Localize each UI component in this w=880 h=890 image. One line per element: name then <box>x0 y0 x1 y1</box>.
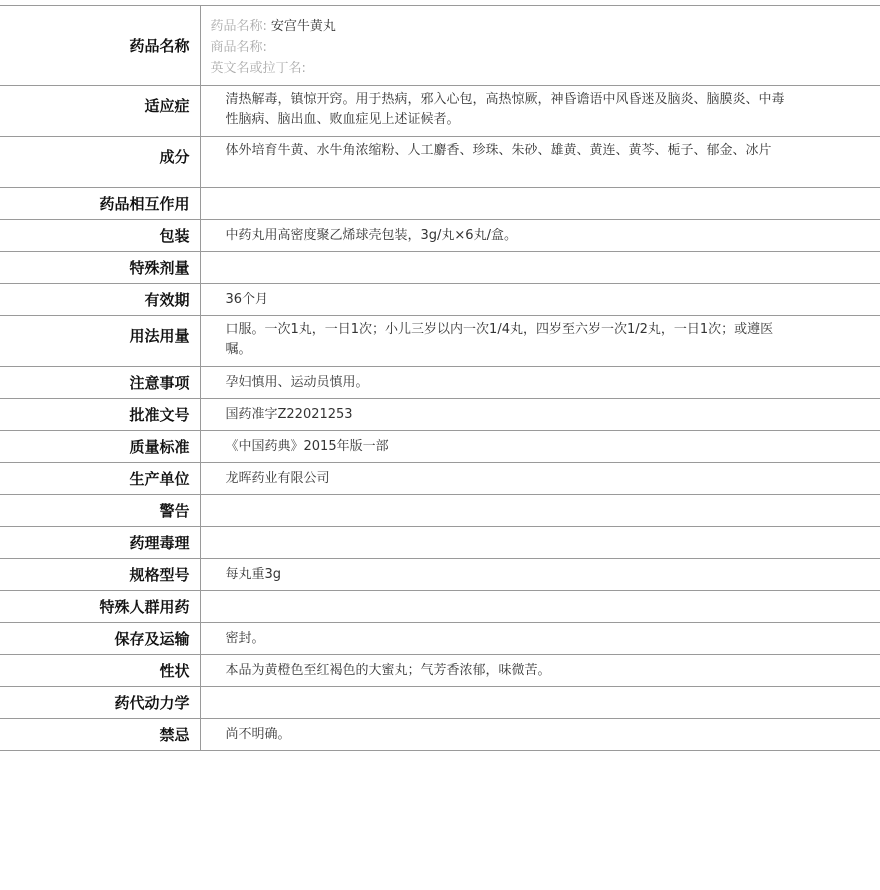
row-packaging <box>0 220 880 252</box>
row-value-shelf-life: 36个月 <box>225 292 269 307</box>
row-value-ingredients: 体外培育牛黄、水牛角浓缩粉、人工麝香、珍珠、朱砂、雄黄、黄连、黄芩、栀子、郁金、冰片 <box>225 143 772 158</box>
row-value-approval-number: 国药准字Z22021253 <box>225 407 353 422</box>
row-label-special-dosage: 特殊剂量 <box>0 252 200 284</box>
row-label-usage-dosage: 用法用量 <box>0 316 200 367</box>
row-value-quality-standard: 《中国药典》2015年版一部 <box>225 439 389 454</box>
row-value-storage: 密封。 <box>225 631 265 646</box>
row-label-specification: 规格型号 <box>0 559 200 591</box>
english-name-label: 英文名或拉丁名: <box>210 61 306 76</box>
row-value-usage-dosage: 口服。一次1丸，一日1次；小儿三岁以内一次1/4丸，四岁至六岁一次1/2丸，一日1次；或遵医嘱。 <box>225 322 774 357</box>
row-value-pharmacokinetics <box>200 687 880 719</box>
row-label-special-population: 特殊人群用药 <box>0 591 200 623</box>
row-value-special-population <box>200 591 880 623</box>
row-value-manufacturer: 龙晖药业有限公司 <box>225 471 330 486</box>
drug-name-line <box>211 16 786 37</box>
drug-name-value: 安宫牛黄丸 <box>270 19 336 34</box>
drug-name-label: 药品名称: <box>210 19 267 34</box>
row-value-interactions <box>200 188 880 220</box>
trade-name-label: 商品名称: <box>210 40 267 55</box>
row-contraindications <box>0 719 880 751</box>
row-label-interactions: 药品相互作用 <box>0 188 200 220</box>
drug-info-table <box>0 5 880 751</box>
row-interactions <box>0 188 880 220</box>
row-properties <box>0 655 880 687</box>
row-quality-standard <box>0 431 880 463</box>
row-shelf-life <box>0 284 880 316</box>
row-pharmacology <box>0 527 880 559</box>
row-drug-names <box>0 6 880 86</box>
row-approval-number <box>0 399 880 431</box>
row-pharmacokinetics <box>0 687 880 719</box>
row-label-indications: 适应症 <box>0 86 200 137</box>
row-label-ingredients: 成分 <box>0 137 200 188</box>
row-value-indications: 清热解毒，镇惊开窍。用于热病，邪入心包，高热惊厥，神昏谵语中风昏迷及脑炎、脑膜炎、中毒性脑病、脑出血、败血症见上述证候者。 <box>225 92 785 127</box>
row-value-pharmacology <box>200 527 880 559</box>
row-label-storage: 保存及运输 <box>0 623 200 655</box>
row-label-warning: 警告 <box>0 495 200 527</box>
row-manufacturer <box>0 463 880 495</box>
row-label-contraindications: 禁忌 <box>0 719 200 751</box>
row-warning <box>0 495 880 527</box>
row-label-pharmacology: 药理毒理 <box>0 527 200 559</box>
row-value-precautions: 孕妇慎用、运动员慎用。 <box>225 375 369 390</box>
row-value-properties: 本品为黄橙色至红褐色的大蜜丸；气芳香浓郁，味微苦。 <box>225 663 551 678</box>
row-label-shelf-life: 有效期 <box>0 284 200 316</box>
english-name-line <box>211 58 786 79</box>
row-value-special-dosage <box>200 252 880 284</box>
row-special-population <box>0 591 880 623</box>
trade-name-line <box>211 37 786 58</box>
row-label-pharmacokinetics: 药代动力学 <box>0 687 200 719</box>
row-indications <box>0 86 880 137</box>
row-precautions <box>0 367 880 399</box>
row-storage <box>0 623 880 655</box>
row-usage-dosage <box>0 316 880 367</box>
row-label-approval-number: 批准文号 <box>0 399 200 431</box>
row-special-dosage <box>0 252 880 284</box>
row-label-manufacturer: 生产单位 <box>0 463 200 495</box>
row-label-quality-standard: 质量标准 <box>0 431 200 463</box>
row-value-packaging: 中药丸用高密度聚乙烯球壳包装，3g/丸×6丸/盒。 <box>225 228 517 243</box>
row-label-properties: 性状 <box>0 655 200 687</box>
row-value-specification: 每丸重3g <box>225 567 282 582</box>
row-label-drug-names: 药品名称 <box>0 6 200 86</box>
row-specification <box>0 559 880 591</box>
row-ingredients <box>0 137 880 188</box>
row-label-packaging: 包装 <box>0 220 200 252</box>
drug-names-cell <box>200 6 880 86</box>
row-value-contraindications: 尚不明确。 <box>225 727 291 742</box>
row-value-warning <box>200 495 880 527</box>
row-label-precautions: 注意事项 <box>0 367 200 399</box>
